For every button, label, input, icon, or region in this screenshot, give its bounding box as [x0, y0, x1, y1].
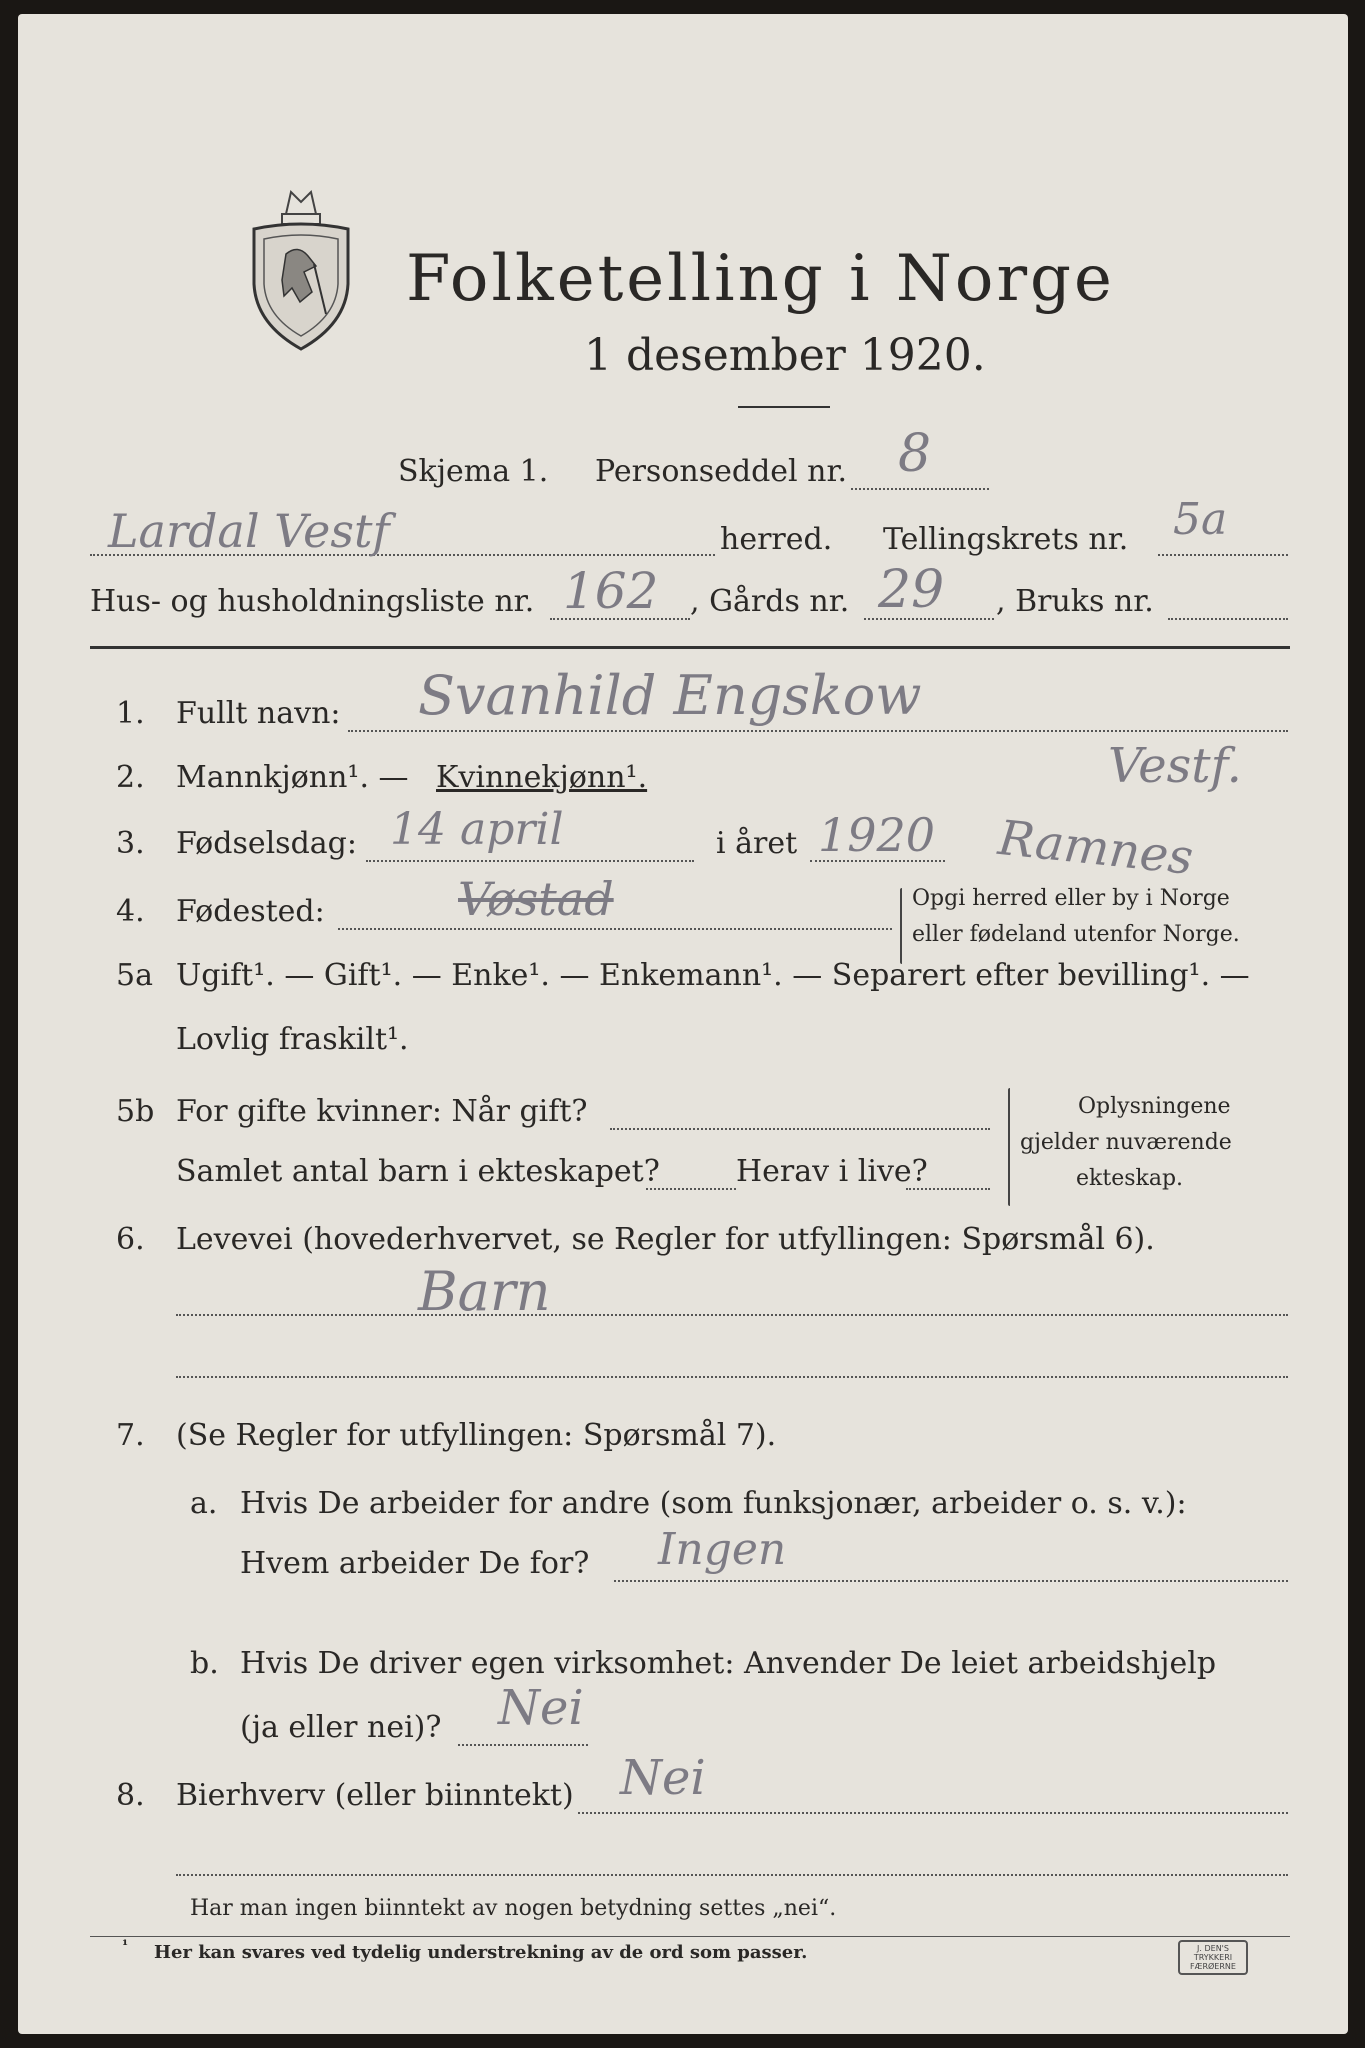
footer-note: Har man ingen biinntekt av nogen betydning settes „nei“. [190, 1896, 837, 1921]
form-title: Folketelling i Norge [406, 242, 1115, 316]
q3-annotation: Ramnes [995, 809, 1196, 887]
personseddel-line [851, 488, 989, 490]
printer-stamp: J. DEN'S TRYKKERI FÆRØERNE [1178, 1940, 1248, 1975]
tellingskrets-line [1158, 554, 1288, 556]
q2-number: 2. [116, 760, 145, 795]
census-date: 1 desember 1920. [584, 330, 986, 381]
q8-label: Bierhverv (eller biinntekt) [176, 1778, 574, 1813]
q4-brace [900, 888, 902, 964]
q7-number: 7. [116, 1418, 145, 1453]
q3-day-line [366, 860, 694, 862]
q5b-alive-line [906, 1188, 990, 1190]
q4-label: Fødested: [176, 894, 325, 929]
q4-note-line2: eller fødeland utenfor Norge. [912, 922, 1240, 947]
q1-number: 1. [116, 696, 145, 731]
q6-label: Levevei (hovederhvervet, se Regler for utfyllingen: Spørsmål 6). [176, 1222, 1155, 1257]
footnote-text: Her kan svares ved tydelig understrekning av de ord som passer. [154, 1942, 808, 1963]
q7b-line1: Hvis De driver egen virksomhet: Anvender De leiet arbeidshjelp [240, 1646, 1217, 1681]
q7a-line [614, 1580, 1288, 1582]
q4-number: 4. [116, 894, 145, 929]
bruks-label: , Bruks nr. [996, 584, 1154, 619]
q5b-note-line1: Oplysningene [1078, 1094, 1231, 1119]
q7a-value: Ingen [658, 1524, 787, 1575]
q5b-line2b: Herav i live? [736, 1154, 928, 1189]
q1-label: Fullt navn: [176, 696, 341, 731]
herred-value: Lardal Vestf [108, 504, 390, 558]
q3-year-label: i året [716, 826, 798, 861]
q6-line1 [176, 1314, 1288, 1316]
q8-line [578, 1812, 1288, 1814]
census-form-page [18, 14, 1348, 2034]
q1-value: Svanhild Engskow [418, 664, 922, 727]
q7b-line2: (ja eller nei)? [240, 1710, 442, 1745]
q6-number: 6. [116, 1222, 145, 1257]
q5b-line2a: Samlet antal barn i ekteskapet? [176, 1154, 660, 1189]
q2-label-female: Kvinnekjønn¹. [436, 760, 648, 795]
q8-number: 8. [116, 1778, 145, 1813]
q5b-line1: For gifte kvinner: Når gift? [176, 1094, 588, 1129]
footer-rule [90, 1936, 1290, 1937]
q4-note-line1: Opgi herred eller by i Norge [912, 886, 1230, 911]
hus-value: 162 [563, 562, 659, 620]
title-divider [738, 406, 830, 408]
q5a-number: 5a [116, 958, 153, 993]
q5b-married-line [610, 1128, 990, 1130]
q3-value: 14 april [390, 804, 564, 855]
coat-of-arms-icon [246, 184, 356, 354]
q1-line [348, 730, 1288, 732]
q5a-line2: Lovlig fraskilt¹. [176, 1022, 409, 1057]
q7a-line2: Hvem arbeider De for? [240, 1546, 590, 1581]
hus-label: Hus- og husholdningsliste nr. [90, 584, 535, 619]
q7a-letter: a. [190, 1486, 218, 1521]
q7-label: (Se Regler for utfyllingen: Spørsmål 7). [176, 1418, 777, 1453]
q3-label: Fødselsdag: [176, 826, 357, 861]
q2-annotation: Vestf. [1108, 738, 1242, 794]
q7a-line1: Hvis De arbeider for andre (som funksjonær, arbeider o. s. v.): [240, 1486, 1187, 1521]
q7b-value: Nei [498, 1680, 584, 1736]
q5b-children-line [646, 1188, 736, 1190]
q4-value: Vøstad [458, 872, 614, 926]
q2-label-male: Mannkjønn¹. — [176, 760, 409, 795]
q6-value: Barn [418, 1260, 551, 1323]
q5b-number: 5b [116, 1094, 155, 1129]
q6-line2 [176, 1376, 1288, 1378]
personseddel-value: 8 [898, 424, 932, 484]
q8-line2 [176, 1874, 1288, 1876]
tellingskrets-value: 5a [1173, 494, 1228, 545]
gards-value: 29 [878, 560, 945, 620]
q4-line [338, 928, 892, 930]
q3-number: 3. [116, 826, 145, 861]
q5b-brace [1008, 1088, 1010, 1206]
personseddel-label: Personseddel nr. [595, 454, 848, 489]
herred-label: herred. [720, 522, 833, 557]
q7b-letter: b. [190, 1646, 219, 1681]
q8-value: Nei [620, 1750, 706, 1806]
bruks-line [1168, 618, 1288, 620]
q7b-line [458, 1744, 588, 1746]
tellingskrets-label: Tellingskrets nr. [883, 522, 1129, 557]
q3-year-value: 1920 [818, 808, 936, 862]
q5b-note-line3: ekteskap. [1076, 1166, 1184, 1191]
q5b-note-line2: gjelder nuværende [1020, 1130, 1232, 1155]
footnote-mark: ¹ [122, 1938, 129, 1954]
gards-label: , Gårds nr. [690, 584, 850, 619]
q5a-line1: Ugift¹. — Gift¹. — Enke¹. — Enkemann¹. — Separert efter bevilling¹. — [176, 958, 1250, 993]
header-rule [90, 646, 1290, 649]
schema-label: Skjema 1. [398, 454, 549, 489]
